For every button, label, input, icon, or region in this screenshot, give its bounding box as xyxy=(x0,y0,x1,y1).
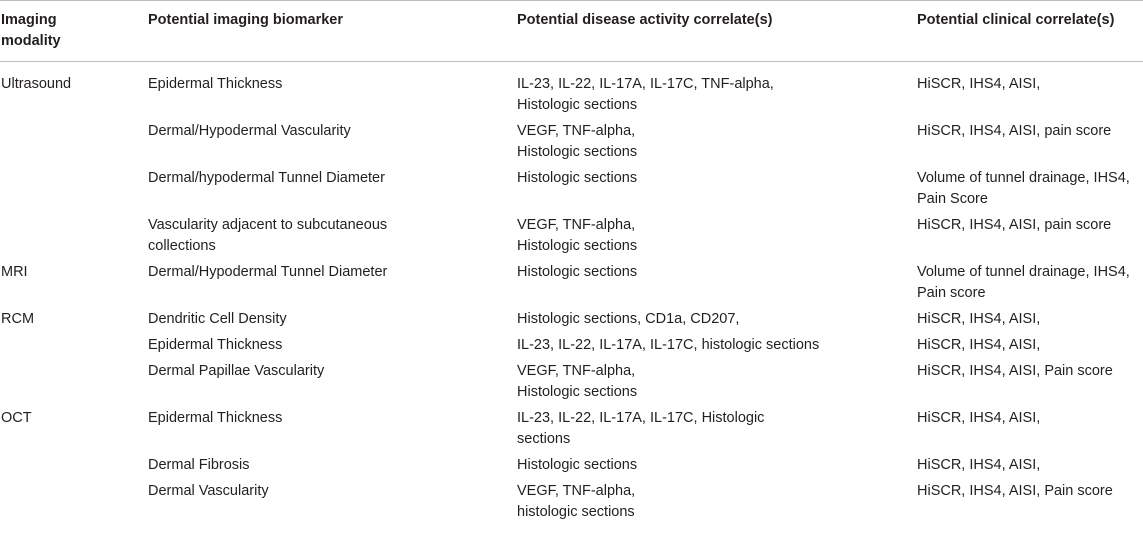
cell-biomarker: Dermal Fibrosis xyxy=(148,457,250,473)
cell-disease-correlate: IL-23, IL-22, IL-17A, IL-17C, Histologic sections xyxy=(517,410,765,447)
cell-disease-correlate: VEGF, TNF-alpha, Histologic sections xyxy=(517,363,638,400)
cell-clinical-correlate: HiSCR, IHS4, AISI, xyxy=(917,457,1041,473)
cell-modality xyxy=(0,358,148,405)
table-row xyxy=(0,358,1143,405)
cell-clinical-correlate: HiSCR, IHS4, AISI, xyxy=(917,76,1041,92)
table-row xyxy=(0,62,1143,119)
cell-modality xyxy=(0,332,148,358)
table-row xyxy=(0,165,1143,212)
cell-modality: RCM xyxy=(1,311,35,327)
cell-clinical-correlate: HiSCR, IHS4, AISI, Pain score xyxy=(917,483,1113,499)
cell-disease-correlate: IL-23, IL-22, IL-17A, IL-17C, histologic sections xyxy=(517,337,820,353)
table-row xyxy=(0,478,1143,525)
cell-disease-correlate: IL-23, IL-22, IL-17A, IL-17C, TNF-alpha, Histologic sections xyxy=(517,76,774,113)
cell-modality: OCT xyxy=(1,410,32,426)
table-row xyxy=(0,212,1143,259)
cell-modality: MRI xyxy=(1,264,28,280)
header-imaging-modality xyxy=(0,1,148,62)
cell-biomarker: Vascularity adjacent to subcutaneous collections xyxy=(148,217,388,254)
cell-biomarker: Epidermal Thickness xyxy=(148,410,283,426)
cell-clinical-correlate: HiSCR, IHS4, AISI, xyxy=(917,410,1041,426)
cell-disease-correlate: VEGF, TNF-alpha, Histologic sections xyxy=(517,123,638,160)
table-body xyxy=(0,62,1143,526)
header-imaging-biomarker: Potential imaging biomarker xyxy=(148,12,343,28)
cell-biomarker: Epidermal Thickness xyxy=(148,337,283,353)
cell-modality xyxy=(0,452,148,478)
cell-biomarker: Dermal/hypodermal Tunnel Diameter xyxy=(148,170,385,186)
cell-modality xyxy=(0,478,148,525)
cell-clinical-correlate: HiSCR, IHS4, AISI, xyxy=(917,311,1041,327)
header-row xyxy=(0,1,1143,62)
cell-disease-correlate: VEGF, TNF-alpha, histologic sections xyxy=(517,483,636,520)
cell-clinical-correlate: HiSCR, IHS4, AISI, pain score xyxy=(917,123,1112,139)
cell-disease-correlate: Histologic sections xyxy=(517,170,638,186)
cell-biomarker: Epidermal Thickness xyxy=(148,76,283,92)
cell-clinical-correlate: HiSCR, IHS4, AISI, Pain score xyxy=(917,363,1113,379)
header-imaging-modality-label: Imaging modality xyxy=(1,12,61,49)
table-header xyxy=(0,1,1143,62)
cell-biomarker: Dendritic Cell Density xyxy=(148,311,287,327)
cell-clinical-correlate: HiSCR, IHS4, AISI, pain score xyxy=(917,217,1112,233)
table-row xyxy=(0,259,1143,306)
cell-modality xyxy=(0,212,148,259)
cell-biomarker: Dermal Papillae Vascularity xyxy=(148,363,325,379)
table-row xyxy=(0,405,1143,452)
table-row xyxy=(0,306,1143,332)
cell-biomarker: Dermal/Hypodermal Vascularity xyxy=(148,123,351,139)
cell-clinical-correlate: Volume of tunnel drainage, IHS4, Pain score xyxy=(917,264,1130,301)
header-clinical-correlate: Potential clinical correlate(s) xyxy=(917,12,1115,28)
cell-clinical-correlate: HiSCR, IHS4, AISI, xyxy=(917,337,1041,353)
cell-modality xyxy=(0,118,148,165)
cell-disease-correlate: Histologic sections, CD1a, CD207, xyxy=(517,311,740,327)
cell-disease-correlate: VEGF, TNF-alpha, Histologic sections xyxy=(517,217,638,254)
table-row xyxy=(0,452,1143,478)
cell-disease-correlate: Histologic sections xyxy=(517,457,638,473)
cell-modality: Ultrasound xyxy=(1,76,72,92)
cell-biomarker: Dermal/Hypodermal Tunnel Diameter xyxy=(148,264,388,280)
table-row xyxy=(0,118,1143,165)
cell-disease-correlate: Histologic sections xyxy=(517,264,638,280)
header-disease-activity: Potential disease activity correlate(s) xyxy=(517,12,773,28)
cell-modality xyxy=(0,165,148,212)
cell-clinical-correlate: Volume of tunnel drainage, IHS4, Pain Score xyxy=(917,170,1130,207)
table-row xyxy=(0,332,1143,358)
cell-biomarker: Dermal Vascularity xyxy=(148,483,269,499)
